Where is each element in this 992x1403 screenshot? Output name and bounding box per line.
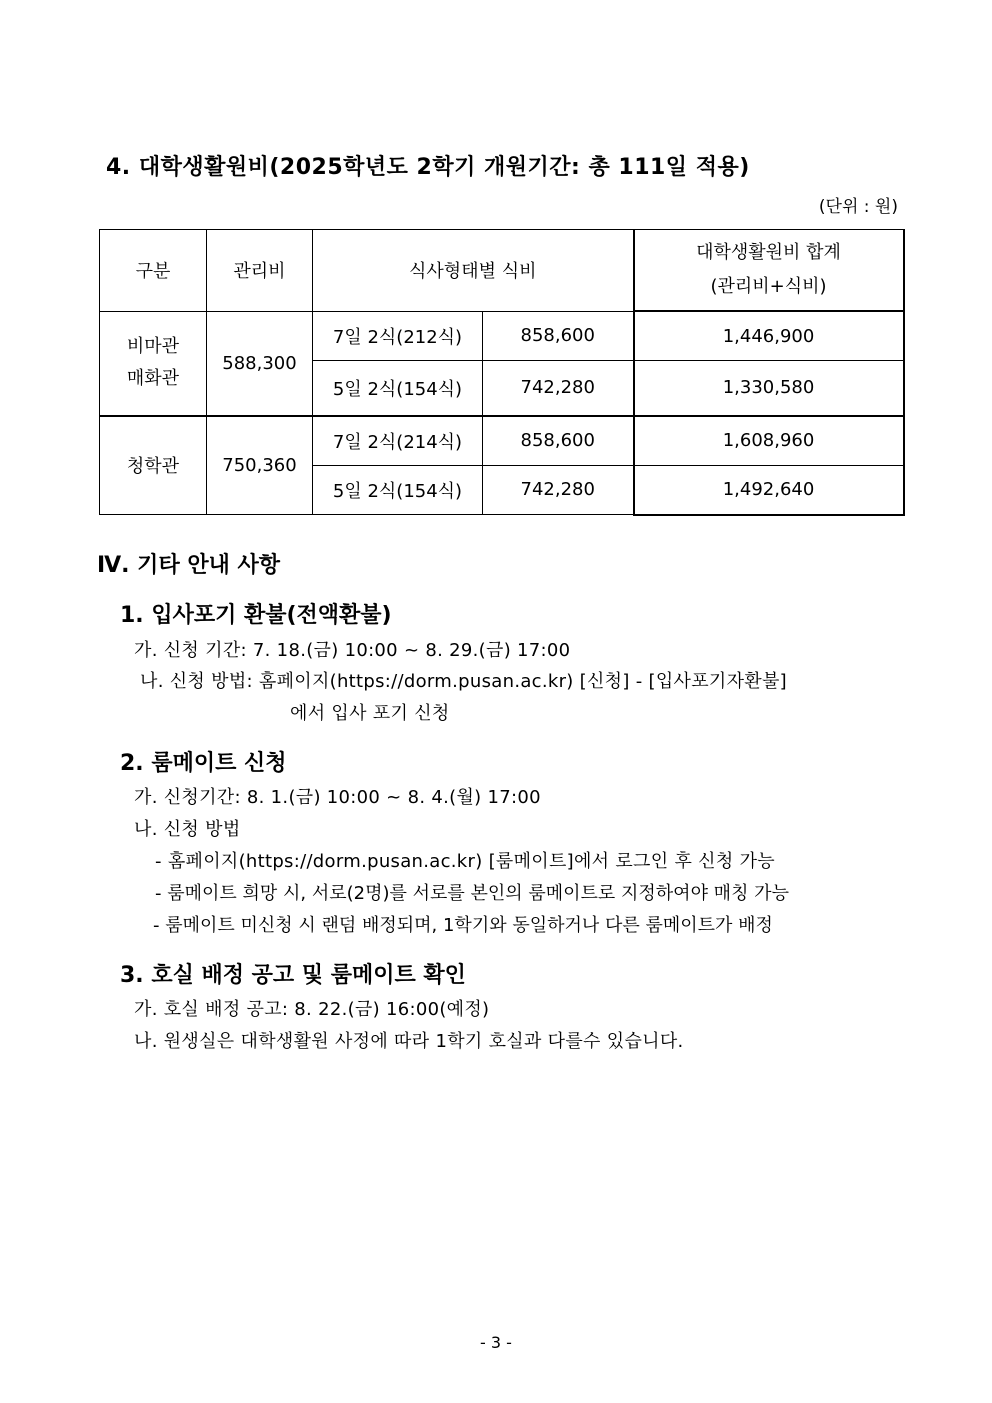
header-meal-fee: 식사형태별 식비 <box>313 230 634 312</box>
section-4-title: 4. 대학생활원비(2025학년도 2학기 개원기간: 총 111일 적용) <box>106 155 750 180</box>
sub2-bullet2: - 룸메이트 희망 시, 서로(2명)를 서로를 본인의 룸메이트로 지정하여야 매칭 가능 <box>155 883 789 904</box>
sub3-item1: 가. 호실 배정 공고: 8. 22.(금) 16:00(예정) <box>134 999 490 1020</box>
dorm-name-line2: 매화관 <box>126 368 180 389</box>
meal-type-cell: 5일 2식(154식) <box>313 361 483 416</box>
sub2-item2: 나. 신청 방법 <box>134 819 241 840</box>
meal-type-cell: 5일 2식(154식) <box>313 465 483 515</box>
meal-type-cell: 7일 2식(214식) <box>313 416 483 466</box>
dorm-name-line1: 비마관 <box>126 336 180 357</box>
sub2-title: 2. 룸메이트 신청 <box>120 751 287 776</box>
sub1-item2-line2: 에서 입사 포기 신청 <box>290 703 450 724</box>
sub3-item2: 나. 원생실은 대학생활원 사정에 따라 1학기 호실과 다를수 있습니다. <box>134 1031 684 1052</box>
sub1-item1: 가. 신청 기간: 7. 18.(금) 10:00 ~ 8. 29.(금) 17:00 <box>134 640 571 661</box>
total-cell: 1,446,900 <box>634 311 904 361</box>
meal-fee-cell: 858,600 <box>483 311 634 361</box>
management-fee-cell: 588,300 <box>207 311 313 416</box>
meal-fee-cell: 742,280 <box>483 361 634 416</box>
sub2-item1: 가. 신청기간: 8. 1.(금) 10:00 ~ 8. 4.(월) 17:00 <box>134 787 541 808</box>
meal-fee-cell: 858,600 <box>483 416 634 466</box>
header-category: 구분 <box>100 230 207 312</box>
sub1-item2-line1: 나. 신청 방법: 홈페이지(https://dorm.pusan.ac.kr) [신청] - [입사포기자환불] <box>140 671 787 692</box>
dorm-name: 청학관 <box>100 416 207 515</box>
total-cell: 1,608,960 <box>634 416 904 466</box>
dorm-name <box>100 311 207 416</box>
meal-type-cell: 7일 2식(212식) <box>313 311 483 361</box>
table-row <box>100 311 904 361</box>
sub3-title: 3. 호실 배정 공고 및 룸메이트 확인 <box>120 963 466 988</box>
management-fee-cell: 750,360 <box>207 416 313 515</box>
unit-label: (단위 : 원) <box>818 197 898 217</box>
header-total-line1: 대학생활원비 합계 <box>696 242 841 263</box>
table-header-row <box>100 230 904 312</box>
page-number: - 3 - <box>480 1333 512 1352</box>
sub1-title: 1. 입사포기 환불(전액환불) <box>120 603 392 628</box>
header-management-fee: 관리비 <box>207 230 313 312</box>
header-total <box>634 230 904 312</box>
total-cell: 1,330,580 <box>634 361 904 416</box>
sub2-bullet1: - 홈페이지(https://dorm.pusan.ac.kr) [룸메이트]에서 로그인 후 신청 가능 <box>155 851 775 872</box>
dormitory-fee-table <box>99 229 905 516</box>
table-row <box>100 416 904 466</box>
section-iv-title: Ⅳ. 기타 안내 사항 <box>97 553 281 578</box>
total-cell: 1,492,640 <box>634 465 904 515</box>
header-total-line2: (관리비+식비) <box>710 276 827 297</box>
sub2-bullet3: - 룸메이트 미신청 시 랜덤 배정되며, 1학기와 동일하거나 다른 룸메이트가 배정 <box>153 915 773 936</box>
meal-fee-cell: 742,280 <box>483 465 634 515</box>
